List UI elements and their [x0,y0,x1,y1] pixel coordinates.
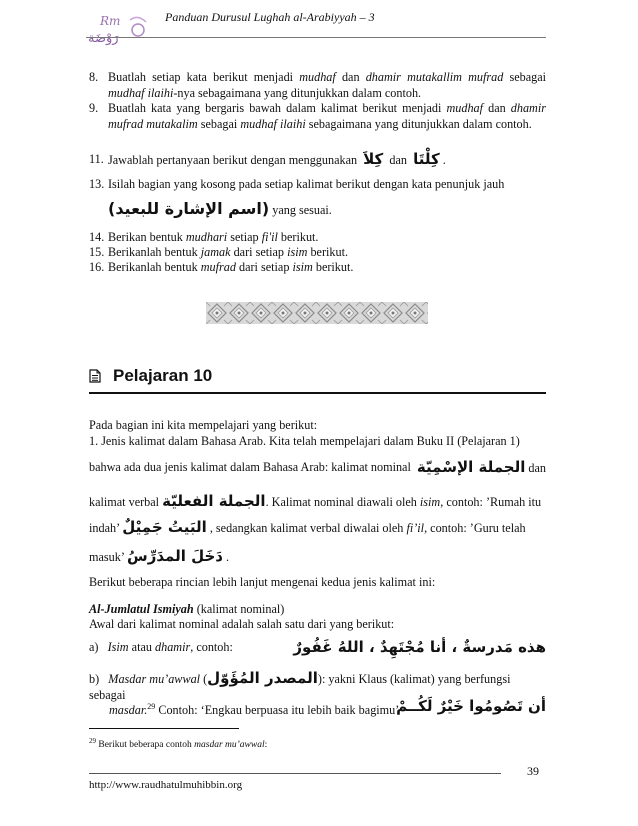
list-item: 9. Buatlah kata yang bergaris bawah dalam kalimat berikut menjadi mudhaf dan dhamir mufrad mutakalim sebagai mudhaf ilaihi sebagaimana yang ditunjukkan dalam contoh. [89,101,546,131]
page-number: 39 [527,764,539,778]
intro-text: Pada bagian ini kita mempelajari yang berikut: [89,418,318,432]
list-item: 8. Buatlah setiap kata berikut menjadi mudhaf dan dhamir mutakallim mufrad sebagai mudhaf ilaihi-nya sebagaimana yang ditunjukkan dalam contoh. [89,70,547,100]
point-1-line: indah’ البَيتُ جَمِيْلٌ , sedangkan kalimat verbal diwalai oleh fi’il, contoh: ’Guru telah [89,518,526,536]
list-item: 13. Isilah bagian yang kosong pada setiap kalimat berikut dengan kata penunjuk jauh [89,177,505,191]
point-b-line: masdar.$^{29}$ Contoh: ‘Engkau berpuasa itu lebih baik bagimu’ أن تَصُومُوا خَيْرٌ لَكُــمْ [109,697,546,718]
svg-text:رَوْضَة: رَوْضَة [88,31,119,46]
point-a: a) Isim atau dhamir, contoh: هذه مَدرسةٌ ، أنا مُجْتَهِدٌ ، اللهُ غَفُورٌ [89,638,546,656]
point-b: b) Masdar mu’awwal (المصدر المُؤَوّل): yakni Klaus (kalimat) yang berfungsi sebagai [89,669,511,702]
header-title: Panduan Durusul Lughah al-Arabiyyah – 3 [165,10,375,24]
footnote-divider [89,728,239,729]
list-item: 11. Jawablah pertanyaan berikut dengan menggunakan كِلاَ dan كِلْتَا . [89,150,446,168]
document-icon [89,369,101,383]
footer-divider [89,773,501,774]
point-1-line: masuk’ دَخَلَ المدَرِّسُ . [89,547,230,565]
point-1-line: bahwa ada dua jenis kalimat dalam Bahasa Arab: kalimat nominal الجملة الإسْمِيّة dan [89,458,546,476]
header-divider [86,37,546,38]
ornament-divider [206,302,428,324]
rincian-text: Berikut beberapa rincian lebih lanjut mengenai kedua jenis kalimat ini: [89,575,436,589]
subheading: Al-Jumlatul Ismiyah (kalimat nominal) [89,602,285,616]
awal-text: Awal dari kalimat nominal adalah salah satu dari yang berikut: [89,617,395,631]
list-item-continuation: (اسم الإشارة للبعيد) yang sesuai. [108,199,332,218]
logo [86,12,156,46]
footnote: $^{29}$ Berikut beberapa contoh masdar mu’awwal: [89,737,268,751]
section-divider [89,392,546,394]
list-item: 16. Berikanlah bentuk mufrad dari setiap isim berikut. [89,260,354,274]
svg-text:Rm: Rm [100,14,121,28]
point-1-line: kalimat verbal الجملة الفعليّة. Kalimat nominal diawali oleh isim, contoh: ’Rumah itu [89,492,542,510]
list-item: 15. Berikanlah bentuk jamak dari setiap isim berikut. [89,245,349,259]
list-item: 14. Berikan bentuk mudhari setiap fi'il berikut. [89,230,319,244]
section-title: Pelajaran 10 [113,366,213,385]
footer-url[interactable]: http://www.raudhatulmuhibbin.org [89,779,243,791]
point-1-line: 1. Jenis kalimat dalam Bahasa Arab. Kita telah mempelajari dalam Buku II (Pelajaran 1) [89,434,520,448]
